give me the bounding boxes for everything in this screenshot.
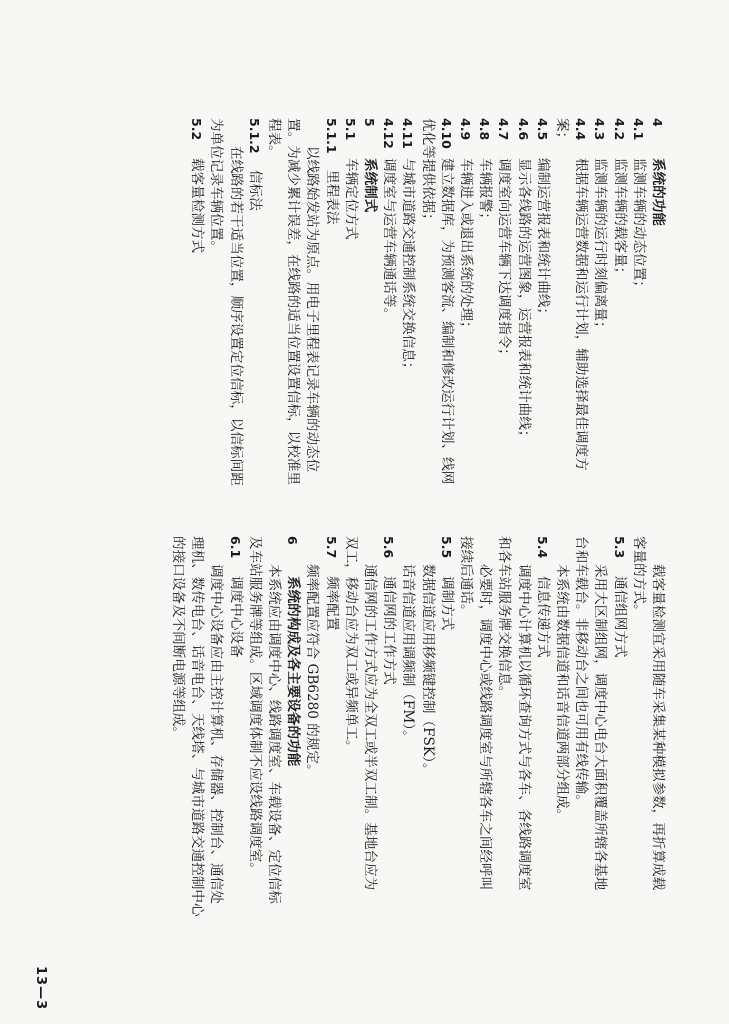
section-number: 4.4 <box>573 118 589 141</box>
section-number: 5.3 <box>611 536 627 559</box>
line-text: 台和车载台。非移动台之间也可用有线传输。 <box>573 536 590 808</box>
text-line <box>590 118 609 538</box>
section-number: 5.2 <box>189 118 205 141</box>
line-text: 监测车辆的载客量； <box>611 158 628 281</box>
section-number: 5.7 <box>323 536 339 559</box>
text-line <box>494 118 513 538</box>
text-line <box>533 118 552 538</box>
line-text: 以线路始发站为原点。用电子里程表记录车辆的动态位 <box>304 146 321 473</box>
line-text: 话音信道应用调频制（FM）。 <box>400 564 417 744</box>
text-line <box>360 536 379 956</box>
section-heading <box>360 118 379 538</box>
section-number: 4.12 <box>381 118 397 149</box>
section-number: 5.1 <box>342 118 358 141</box>
line-text: 理机、数传电台、话音电台、天线塔、与城市道路交通控制中心 <box>189 536 206 917</box>
text-line <box>341 536 360 956</box>
text-line <box>648 536 667 956</box>
line-text: 信息传递方式 <box>534 576 551 658</box>
line-text: 数据信道应用移频键控制（FSK）。 <box>419 564 436 777</box>
line-text: 调度中心计算机以循环查询方式与各车、各线路调度室 <box>515 564 532 891</box>
section-number: 4.2 <box>611 118 627 141</box>
line-text: 通信网的工作方式应为全双工或半双工制。基地台应为 <box>361 564 378 891</box>
line-text: 置。为减少累计误差，在线路的适当位置设置信标，以校准里 <box>285 118 302 486</box>
text-line <box>264 118 283 538</box>
text-line <box>321 118 340 538</box>
text-line <box>379 536 398 956</box>
line-text: 本系统由数据信道和话音信道两部分组成。 <box>553 564 570 823</box>
line-text: 编制运营报表和统计曲线； <box>534 158 551 322</box>
line-text: 车辆报警； <box>477 158 494 226</box>
text-line <box>533 536 552 956</box>
line-text: 必要时，调度中心或线路调度室与所辖各车之间经呼叫 <box>477 564 494 891</box>
line-text: 本系统应由调度中心、线路调度室、车载设备、定位信标 <box>265 564 282 904</box>
line-text: 为单位记录车辆位置。 <box>208 118 225 254</box>
text-line <box>379 118 398 538</box>
line-text: 与城市道路交通控制系统交换信息； <box>400 158 417 376</box>
section-number: 4.6 <box>515 118 531 141</box>
line-text: 采用大区制组网，调度中心电台大面积覆盖所辖各基地 <box>592 564 609 891</box>
text-line <box>475 536 494 956</box>
line-text: 频率配置 <box>323 576 340 631</box>
line-text: 和各车站服务牌交换信息。 <box>496 536 513 700</box>
section-number: 6.1 <box>227 536 243 559</box>
line-text: 系统的构成及各主要设备的功能 <box>285 576 302 767</box>
line-text: 载客量检测方式 <box>189 158 206 254</box>
line-text: 双工，移动台应为双工或异频单工。 <box>342 536 359 754</box>
line-text: 优化等提供依据； <box>419 118 436 227</box>
text-line <box>302 118 321 538</box>
text-line <box>629 118 648 538</box>
section-number: 5.1.1 <box>323 118 339 154</box>
text-line <box>225 118 244 538</box>
line-text: 通信组网方式 <box>611 576 628 658</box>
text-line <box>206 118 225 538</box>
line-text: 根据车辆运营数据和运行计划，辅助选择最佳调度方 <box>573 158 590 471</box>
text-line <box>513 536 532 956</box>
line-text: 接续后通话。 <box>457 536 474 618</box>
section-number: 4 <box>650 118 665 127</box>
text-line <box>206 536 225 956</box>
line-text: 系统制式 <box>361 158 378 213</box>
text-line <box>417 536 436 956</box>
line-text: 调度中心设备应由主控计算机、存储器、控制台、通信处 <box>208 564 225 904</box>
text-line <box>456 536 475 956</box>
text-line <box>398 118 417 538</box>
text-line <box>552 536 571 956</box>
line-text: 载客量检测宜采用随车采集某种模拟参数，再折算成载 <box>650 564 666 891</box>
section-number: 5.5 <box>438 536 454 559</box>
text-line <box>609 536 628 956</box>
line-text: 频率配置应符合 GB6280 的规定。 <box>304 564 321 778</box>
text-line <box>494 536 513 956</box>
section-number: 4.1 <box>630 118 646 141</box>
line-text: 建立数据库，为预测客流、编制和修改运行计划、线网 <box>438 158 455 485</box>
line-text: 调制方式 <box>438 576 455 631</box>
text-line <box>341 118 360 538</box>
text-line <box>475 118 494 538</box>
text-line <box>398 536 417 956</box>
text-line <box>417 118 436 538</box>
text-line <box>590 536 609 956</box>
section-number: 5 <box>361 118 377 127</box>
line-text: 及车站服务牌等组成。区域调度体制不应设线路调度室。 <box>246 536 263 876</box>
text-line <box>609 118 628 538</box>
line-text: 在线路的若干适当位置，顺序设置定位信标，以信标间距 <box>227 146 244 486</box>
line-text: 案； <box>553 118 570 146</box>
section-number: 4.5 <box>534 118 550 141</box>
line-text: 调度中心设备 <box>227 576 244 658</box>
text-line <box>437 118 456 538</box>
line-text: 监测车辆的运行时刻偏离量； <box>592 158 609 335</box>
line-text: 程表。 <box>265 118 282 159</box>
section-number: 5.1.2 <box>246 118 262 154</box>
line-text: 监测车辆的动态位置； <box>630 158 647 294</box>
section-number: 4.3 <box>592 118 608 141</box>
text-line <box>629 536 648 956</box>
section-number: 4.8 <box>477 118 493 141</box>
text-line <box>187 536 206 956</box>
section-number: 4.7 <box>496 118 512 141</box>
text-line <box>302 536 321 956</box>
line-text: 系统的功能 <box>650 158 666 226</box>
text-line <box>187 118 206 538</box>
text-line <box>321 536 340 956</box>
section-number: 5.6 <box>381 536 397 559</box>
text-line <box>571 118 590 538</box>
text-line <box>283 118 302 538</box>
section-number: 6 <box>285 536 301 545</box>
line-text: 里程表法 <box>323 170 340 225</box>
line-text: 客量的方式。 <box>630 536 647 618</box>
text-line <box>245 536 264 956</box>
line-text: 车辆定位方式 <box>342 158 359 240</box>
line-text: 信标法 <box>246 170 263 211</box>
line-text: 通信网的工作方式 <box>381 576 398 685</box>
section-heading <box>648 118 667 538</box>
section-number: 4.11 <box>400 118 416 149</box>
line-text: 显示各线路的运营图象，运营报表和统计曲线； <box>515 158 532 444</box>
text-line <box>571 536 590 956</box>
section-heading <box>283 536 302 956</box>
text-line <box>264 536 283 956</box>
section-number: 4.9 <box>457 118 473 141</box>
line-text: 车辆进入或退出系统的处理； <box>457 158 474 335</box>
text-line <box>168 536 187 956</box>
text-line <box>437 536 456 956</box>
line-text: 调度室与运营车辆通话等。 <box>381 158 398 322</box>
left-text-column <box>187 118 667 538</box>
page-number: 13—3 <box>33 966 48 1011</box>
section-number: 5.4 <box>534 536 550 559</box>
line-text: 的接口设备及不间断电源等组成。 <box>169 536 186 740</box>
section-number: 4.10 <box>438 118 454 149</box>
text-line <box>225 536 244 956</box>
text-line <box>552 118 571 538</box>
text-line <box>456 118 475 538</box>
line-text: 调度室向运营车辆下达调度指令； <box>496 158 513 362</box>
text-line <box>245 118 264 538</box>
right-text-column <box>168 536 667 956</box>
text-line <box>513 118 532 538</box>
